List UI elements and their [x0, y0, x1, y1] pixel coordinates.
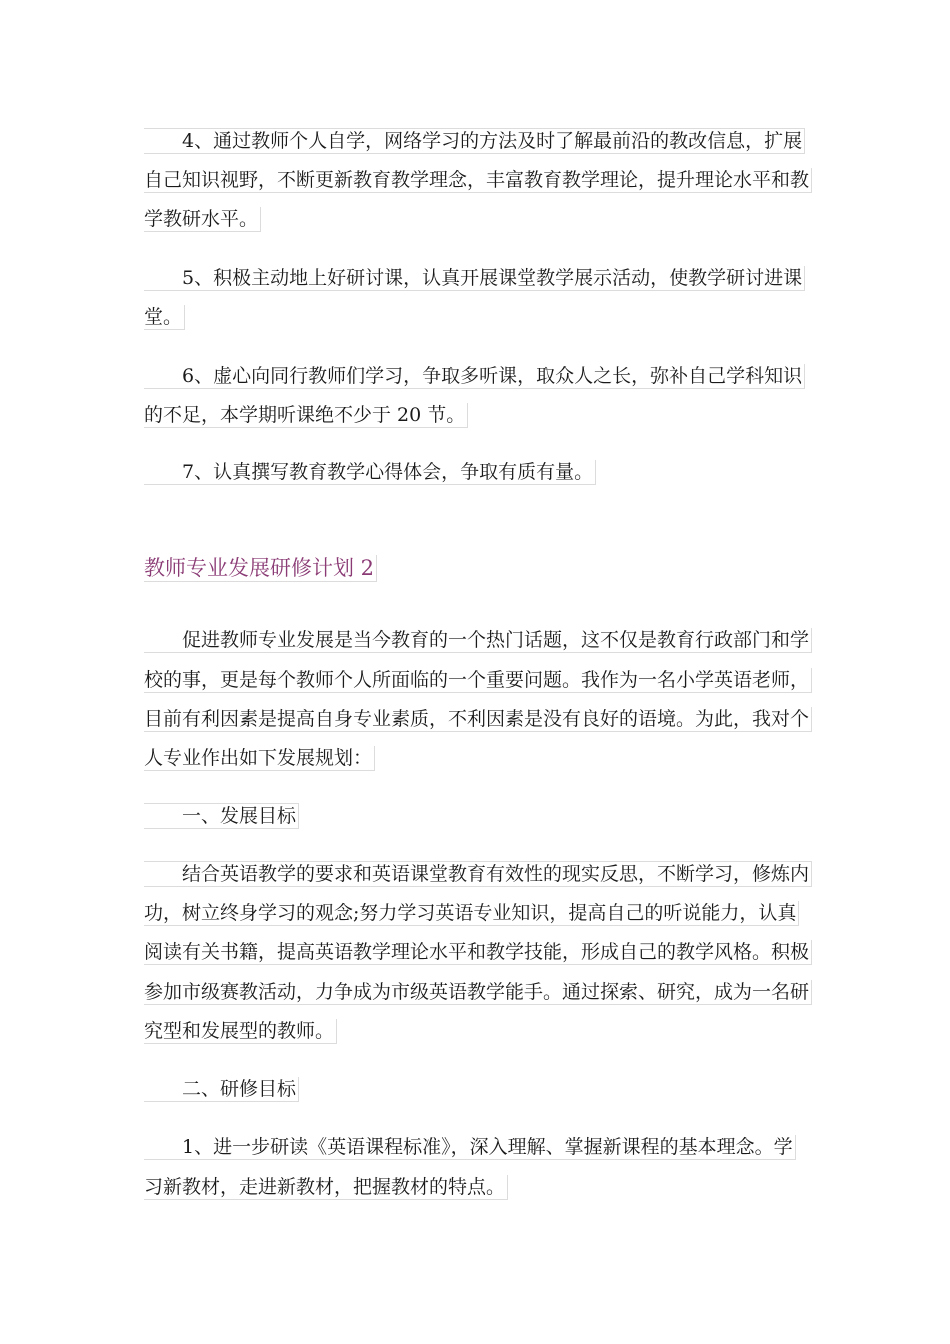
paragraph-line: 促进教师专业发展是当今教育的一个热门话题，这不仅是教育行政部门和学: [144, 628, 812, 653]
paragraph-line: 学教研水平。: [144, 207, 261, 232]
paragraph-line: 究型和发展型的教师。: [144, 1019, 337, 1044]
paragraph-line: 结合英语教学的要求和英语课堂教育有效性的现实反思，不断学习，修炼内: [144, 861, 812, 887]
paragraph-line: 阅读有关书籍，提高英语教学理论水平和教学技能，形成自己的教学风格。积极: [144, 940, 812, 965]
section-heading: 教师专业发展研修计划 2: [144, 555, 377, 582]
paragraph-line: 参加市级赛教活动，力争成为市级英语教学能手。通过探索、研究，成为一名研: [144, 980, 812, 1005]
paragraph-line: 6、虚心向同行教师们学习，争取多听课，取众人之长，弥补自己学科知识: [144, 364, 805, 389]
paragraph-line: 1、进一步研读《英语课程标准》，深入理解、掌握新课程的基本理念。学: [144, 1135, 796, 1160]
paragraph-line: 堂。: [144, 305, 185, 330]
paragraph-line: 的不足，本学期听课绝不少于 20 节。: [144, 403, 468, 428]
paragraph-line: 目前有利因素是提高自身专业素质，不利因素是没有良好的语境。为此，我对个: [144, 707, 812, 732]
paragraph-line: 4、通过教师个人自学，网络学习的方法及时了解最前沿的教改信息，扩展: [144, 128, 805, 154]
paragraph-line: 7、认真撰写教育教学心得体会，争取有质有量。: [144, 460, 596, 485]
paragraph-line: 5、积极主动地上好研讨课，认真开展课堂教学展示活动，使教学研讨进课: [144, 266, 805, 291]
paragraph-line: 功，树立终身学习的观念;努力学习英语专业知识，提高自己的听说能力，认真: [144, 901, 799, 926]
paragraph-line: 校的事，更是每个教师个人所面临的一个重要问题。我作为一名小学英语老师，: [144, 668, 812, 693]
paragraph-line: 自己知识视野，不断更新教育教学理念，丰富教育教学理论，提升理论水平和教: [144, 168, 812, 193]
paragraph-line: 习新教材，走进新教材，把握教材的特点。: [144, 1175, 508, 1200]
subsection-heading: 二、研修目标: [144, 1077, 299, 1102]
subsection-heading: 一、发展目标: [144, 803, 299, 829]
paragraph-line: 人专业作出如下发展规划：: [144, 746, 375, 771]
